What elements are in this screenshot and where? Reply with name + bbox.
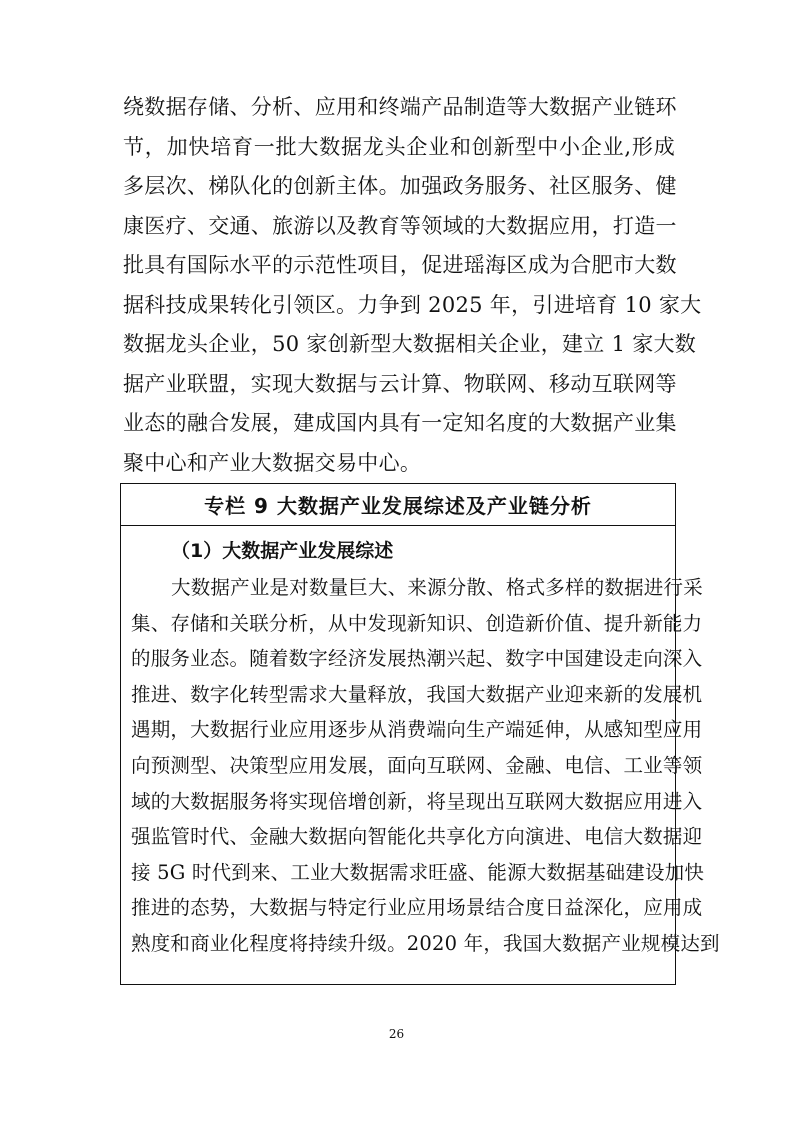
box-line: 遇期，大数据行业应用逐步从消费端向生产端延伸，从感知型应用 [131,718,703,742]
box-line: 强监管时代、金融大数据向智能化共享化方向演进、电信大数据迎 [131,825,703,849]
section-heading: （1）大数据产业发展综述 [171,540,394,562]
box-line: 向预测型、决策型应用发展，面向互联网、金融、电信、工业等领 [131,753,703,777]
box-header [121,484,675,526]
box-line: 的服务业态。随着数字经济发展热潮兴起、数字中国建设走向深入 [131,647,703,671]
page-number: 26 [388,1027,405,1041]
body-line: 多层次、梯队化的创新主体。加强政务服务、社区服务、健 [123,174,677,198]
body-line: 数据龙头企业，50 家创新型大数据相关企业，建立 1 家大数 [123,332,697,356]
body-paragraph [123,88,702,483]
box-line: 推进的态势，大数据与特定行业应用场景结合度日益深化，应用成 [131,896,703,920]
body-line: 据产业联盟，实现大数据与云计算、物联网、移动互联网等 [123,371,677,396]
body-line: 业态的融合发展，建成国内具有一定知名度的大数据产业集 [123,411,677,435]
box-line: 熟度和商业化程度将持续升级。2020 年，我国大数据产业规模达到 [131,931,720,955]
box-title: 专栏 9 大数据产业发展综述及产业链分析 [204,494,592,518]
box-paragraph [131,570,720,962]
body-line: 康医疗、交通、旅游以及教育等领域的大数据应用，打造一 [123,213,677,238]
body-line: 据科技成果转化引领区。力争到 2025 年，引进培育 10 家大 [123,292,702,317]
body-line: 绕数据存储、分析、应用和终端产品制造等大数据产业链环 [123,95,677,119]
special-column-box [120,483,720,985]
box-line: 接 5G 时代到来、工业大数据需求旺盛、能源大数据基础建设加快 [131,860,705,884]
body-line: 聚中心和产业大数据交易中心。 [123,450,422,475]
box-line: 域的大数据服务将实现倍增创新，将呈现出互联网大数据应用进入 [131,789,703,813]
box-line: 大数据产业是对数量巨大、来源分散、格式多样的数据进行采 [171,576,703,599]
box-line: 推进、数字化转型需求大量释放，我国大数据产业迎来新的发展机 [131,682,703,706]
body-line: 节，加快培育一批大数据龙头企业和创新型中小企业,形成 [123,134,675,159]
box-line: 集、存储和关联分析，从中发现新知识、创造新价值、提升新能力 [131,611,703,635]
body-line: 批具有国际水平的示范性项目，促进瑶海区成为合肥市大数 [123,253,677,277]
